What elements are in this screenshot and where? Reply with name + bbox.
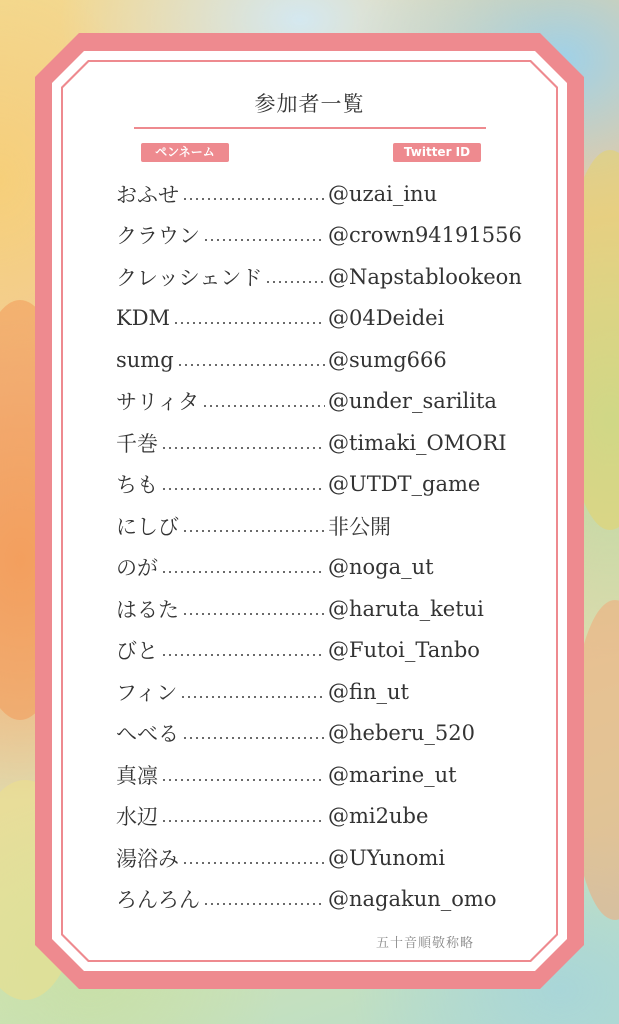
participant-row — [116, 422, 546, 464]
participant-row — [116, 588, 546, 630]
twitter-id: @UYunomi — [328, 845, 446, 870]
pen-name: ちも — [116, 473, 158, 498]
participant-row — [116, 796, 546, 838]
leader-dots — [203, 903, 325, 905]
twitter-id: @haruta_ketui — [328, 596, 484, 621]
page-title: 参加者一覧 — [254, 92, 365, 116]
twitter-id: @sumg666 — [328, 347, 447, 372]
leader-dots — [161, 488, 325, 490]
pen-name-header: ペンネーム — [141, 143, 229, 162]
leader-dots — [173, 322, 325, 324]
pen-name: サリィタ — [116, 390, 200, 415]
pen-name: のが — [116, 556, 158, 581]
leader-dots — [177, 364, 325, 366]
leader-dots — [203, 239, 325, 241]
participant-list — [116, 173, 546, 920]
participant-row — [116, 173, 546, 215]
participant-row — [116, 505, 546, 547]
twitter-id: @crown94191556 — [328, 223, 522, 248]
participant-row — [116, 879, 546, 921]
leader-dots — [182, 530, 325, 532]
leader-dots — [182, 198, 325, 200]
participant-row — [116, 298, 546, 340]
leader-dots — [161, 779, 325, 781]
twitter-id: @Futoi_Tanbo — [328, 638, 480, 663]
participant-row — [116, 630, 546, 672]
pen-name: 千巻 — [116, 431, 158, 456]
twitter-id: @nagakun_omo — [328, 887, 497, 912]
pen-name: へべる — [116, 722, 179, 747]
participant-row — [116, 754, 546, 796]
participant-row — [116, 339, 546, 381]
pen-name: びと — [116, 639, 158, 664]
participant-row — [116, 837, 546, 879]
leader-dots — [161, 820, 325, 822]
twitter-id-header: Twitter ID — [393, 143, 481, 162]
leader-dots — [265, 281, 325, 283]
twitter-id: @04Deidei — [328, 306, 445, 331]
participant-row — [116, 256, 546, 298]
pen-name: にしび — [116, 514, 179, 539]
twitter-id: 非公開 — [328, 514, 391, 539]
twitter-id: @noga_ut — [328, 555, 434, 580]
pen-name: 湯浴み — [116, 846, 179, 871]
leader-dots — [182, 862, 325, 864]
twitter-id: @timaki_OMORI — [328, 430, 507, 455]
title-divider — [134, 127, 486, 129]
pen-name: 水辺 — [116, 805, 158, 830]
pen-name: おふせ — [116, 182, 179, 207]
leader-dots — [161, 654, 325, 656]
pen-name: ろんろん — [116, 888, 200, 913]
leader-dots — [202, 405, 325, 407]
twitter-id: @uzai_inu — [328, 181, 438, 206]
twitter-id: @fin_ut — [328, 679, 409, 704]
participant-row — [116, 671, 546, 713]
leader-dots — [182, 737, 325, 739]
footnote: 五十音順敬称略 — [376, 936, 475, 951]
twitter-id: @marine_ut — [328, 762, 457, 787]
leader-dots — [161, 447, 325, 449]
participant-row — [116, 381, 546, 423]
pen-name: 真凛 — [116, 763, 158, 788]
pen-name: はるた — [116, 597, 179, 622]
twitter-id: @heberu_520 — [328, 721, 475, 746]
participant-row — [116, 713, 546, 755]
pen-name: クラウン — [116, 224, 200, 249]
pen-name: クレッシェンド — [116, 265, 263, 290]
leader-dots — [182, 613, 325, 615]
pen-name: sumg — [116, 347, 174, 372]
twitter-id: @mi2ube — [328, 804, 429, 829]
leader-dots — [161, 571, 325, 573]
pen-name: フィン — [116, 680, 178, 705]
participant-row — [116, 547, 546, 589]
participant-row — [116, 464, 546, 506]
twitter-id: @UTDT_game — [328, 472, 481, 497]
twitter-id: @under_sarilita — [328, 389, 497, 414]
leader-dots — [180, 696, 325, 698]
twitter-id: @Napstablookeon — [328, 264, 522, 289]
pen-name: KDM — [116, 306, 171, 331]
participant-row — [116, 215, 546, 257]
